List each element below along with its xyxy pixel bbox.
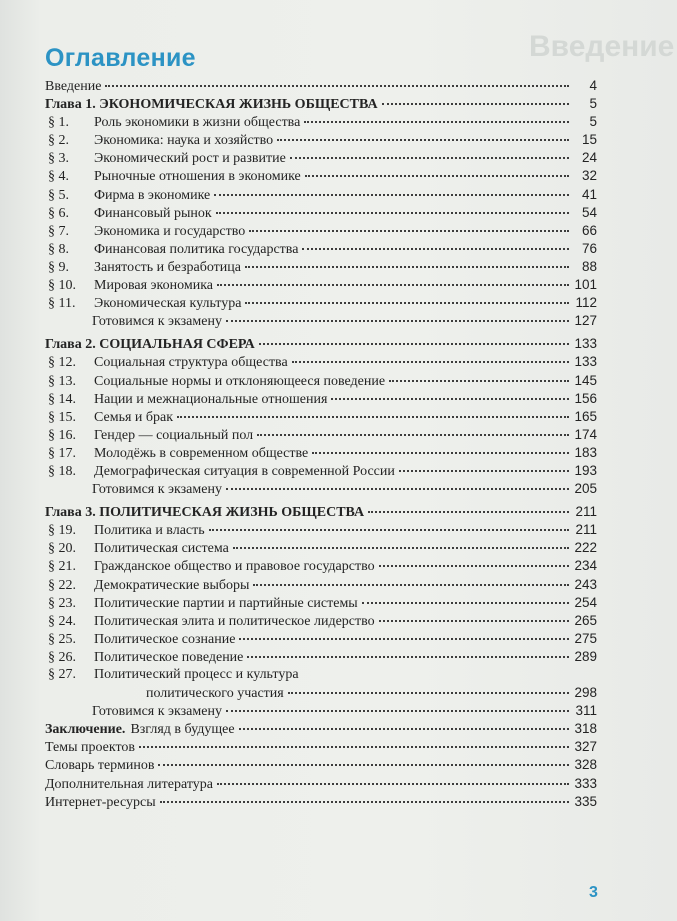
section-number: § 6. <box>48 205 69 221</box>
dot-leader <box>226 488 569 490</box>
section-number: § 2. <box>48 133 69 149</box>
entry-page-number: 275 <box>574 630 597 646</box>
entry-title: политического участия <box>146 686 284 702</box>
entry-page-number: 32 <box>581 168 597 184</box>
entry-page-number: 289 <box>574 648 597 664</box>
toc-entry[interactable] <box>45 444 597 462</box>
entry-page-number: 76 <box>581 240 597 256</box>
entry-title: Введение <box>45 79 102 94</box>
dot-leader <box>379 565 569 567</box>
dot-leader <box>304 121 569 123</box>
entry-page-number: 211 <box>575 522 597 538</box>
entry-page-number: 193 <box>574 462 597 478</box>
section-number: § 20. <box>48 541 76 557</box>
toc-entry[interactable] <box>45 775 597 793</box>
section-number: § 10. <box>48 278 76 294</box>
toc-entry[interactable] <box>45 204 597 222</box>
toc-entry[interactable] <box>45 258 597 276</box>
dot-leader <box>290 157 569 159</box>
toc-entry[interactable] <box>45 372 597 390</box>
section-number: § 17. <box>48 445 76 461</box>
entry-page-number: 5 <box>589 114 597 130</box>
entry-subtitle: Взгляд в будущее <box>130 722 235 738</box>
dot-leader <box>247 656 569 658</box>
dot-leader <box>305 175 569 177</box>
entry-title: Финансовая политика государства <box>94 241 299 257</box>
entry-title: Темы проектов <box>45 740 136 756</box>
table-of-contents <box>45 77 597 811</box>
dot-leader <box>389 380 569 382</box>
entry-title: Фирма в экономике <box>94 187 211 203</box>
section-number: § 16. <box>48 427 76 443</box>
dot-leader <box>233 547 569 549</box>
section-number: § 23. <box>48 595 76 611</box>
page-number: 3 <box>589 884 598 901</box>
entry-title: Молодёжь в современном обществе <box>94 445 309 461</box>
toc-chapter[interactable] <box>45 503 597 521</box>
entry-page-number: 145 <box>574 372 597 388</box>
entry-page-number: 165 <box>574 408 597 424</box>
entry-page-number: 234 <box>574 558 597 574</box>
dot-leader <box>245 266 569 268</box>
entry-page-number: 183 <box>574 444 597 460</box>
toc-entry[interactable] <box>45 240 597 258</box>
dot-leader <box>239 728 569 730</box>
entry-title: Дополнительная литература <box>45 776 213 792</box>
section-number: § 26. <box>48 649 76 665</box>
toc-entry[interactable] <box>45 720 597 738</box>
dot-leader <box>217 783 569 785</box>
entry-page-number: 205 <box>574 481 597 497</box>
entry-title: Нации и межнациональные отношения <box>94 391 328 407</box>
entry-page-number: 15 <box>581 132 597 148</box>
section-number: § 12. <box>48 355 76 371</box>
dot-leader <box>160 801 569 803</box>
section-number: § 9. <box>48 259 69 275</box>
dot-leader <box>302 248 569 250</box>
entry-page-number: 211 <box>575 504 597 520</box>
entry-page-number: 133 <box>574 336 597 352</box>
dot-leader <box>379 620 569 622</box>
entry-title: Роль экономики в жизни общества <box>94 115 301 131</box>
section-number: § 21. <box>48 559 76 575</box>
section-number: § 27. <box>48 667 76 682</box>
toc-entry[interactable] <box>45 702 597 720</box>
entry-page-number: 265 <box>574 612 597 628</box>
dot-leader <box>288 692 569 694</box>
entry-title: Глава 1. ЭКОНОМИЧЕСКАЯ ЖИЗНЬ ОБЩЕСТВА <box>45 97 378 113</box>
entry-title: Политическое сознание <box>94 631 236 647</box>
dot-leader <box>362 602 569 604</box>
entry-page-number: 133 <box>574 354 597 370</box>
entry-title: Семья и брак <box>94 409 174 425</box>
entry-page-number: 54 <box>581 204 597 220</box>
toc-chapter[interactable] <box>45 95 597 113</box>
entry-title: Интернет-ресурсы <box>45 794 156 810</box>
toc-entry[interactable] <box>45 594 597 612</box>
entry-title: Политический процесс и культура <box>94 667 299 682</box>
facing-page-title: Введение <box>529 30 675 63</box>
entry-page-number: 4 <box>589 78 597 93</box>
toc-entry[interactable] <box>45 294 597 312</box>
entry-title: Политические партии и партийные системы <box>94 595 358 611</box>
entry-title: Экономика и государство <box>94 223 246 239</box>
toc-entry[interactable] <box>45 462 597 480</box>
entry-title: Занятость и безработица <box>94 259 241 275</box>
section-number: § 25. <box>48 631 76 647</box>
toc-entry[interactable] <box>45 131 597 149</box>
entry-page-number: 328 <box>574 757 597 773</box>
entry-page-number: 127 <box>574 313 597 329</box>
dot-leader <box>217 284 569 286</box>
toc-entry[interactable] <box>45 557 597 575</box>
toc-entry[interactable] <box>45 793 597 811</box>
toc-entry[interactable] <box>45 756 597 774</box>
entry-title: Заключение. <box>45 722 126 738</box>
entry-page-number: 333 <box>574 775 597 791</box>
entry-title: Мировая экономика <box>94 278 213 294</box>
dot-leader <box>216 212 569 214</box>
entry-title: Глава 2. СОЦИАЛЬНАЯ СФЕРА <box>45 337 255 353</box>
entry-page-number: 318 <box>574 721 597 737</box>
entry-title: Экономический рост и развитие <box>94 151 286 167</box>
toc-entry[interactable] <box>45 612 597 630</box>
section-number: § 14. <box>48 391 76 407</box>
toc-entry[interactable] <box>45 353 597 371</box>
toc-entry[interactable] <box>45 408 597 426</box>
page-title: Оглавление <box>45 44 196 72</box>
toc-entry[interactable] <box>45 113 597 131</box>
toc-entry[interactable] <box>45 149 597 167</box>
section-number: § 8. <box>48 241 69 257</box>
toc-entry[interactable] <box>45 738 597 756</box>
toc-entry[interactable] <box>45 77 597 95</box>
entry-title: Гражданское общество и правовое государство <box>94 559 375 575</box>
dot-leader <box>399 470 569 472</box>
dot-leader <box>239 638 569 640</box>
dot-leader <box>259 343 569 345</box>
toc-chapter[interactable] <box>45 335 597 353</box>
section-number: § 1. <box>48 115 69 131</box>
dot-leader <box>312 452 569 454</box>
section-number: § 4. <box>48 169 69 185</box>
dot-leader <box>382 103 569 105</box>
dot-leader <box>226 320 569 322</box>
dot-leader <box>158 764 569 766</box>
section-number: § 24. <box>48 613 76 629</box>
entry-page-number: 174 <box>574 426 597 442</box>
entry-title: Политика и власть <box>94 523 205 539</box>
section-number: § 15. <box>48 409 76 425</box>
entry-page-number: 222 <box>574 540 597 556</box>
section-number: § 5. <box>48 187 69 203</box>
entry-page-number: 41 <box>581 186 597 202</box>
toc-entry[interactable] <box>45 521 597 539</box>
entry-title: Готовимся к экзамену <box>92 482 222 498</box>
section-number: § 7. <box>48 223 69 239</box>
toc-entry[interactable] <box>45 276 597 294</box>
toc-entry[interactable] <box>45 684 597 702</box>
section-number: § 11. <box>48 296 76 312</box>
entry-title: Глава 3. ПОЛИТИЧЕСКАЯ ЖИЗНЬ ОБЩЕСТВА <box>45 505 365 521</box>
entry-title: Готовимся к экзамену <box>92 314 222 330</box>
entry-page-number: 254 <box>574 594 597 610</box>
entry-page-number: 101 <box>574 277 597 293</box>
entry-page-number: 335 <box>574 793 597 809</box>
dot-leader <box>257 434 569 436</box>
entry-title: Готовимся к экзамену <box>92 704 222 720</box>
entry-page-number: 66 <box>581 222 597 238</box>
section-number: § 18. <box>48 463 76 479</box>
dot-leader <box>331 398 569 400</box>
dot-leader <box>368 511 569 513</box>
dot-leader <box>209 529 569 531</box>
toc-entry[interactable] <box>45 630 597 648</box>
entry-title: Экономическая культура <box>94 296 242 312</box>
toc-entry[interactable] <box>45 167 597 185</box>
entry-title: Гендер — социальный пол <box>94 427 254 443</box>
toc-entry[interactable] <box>45 539 597 557</box>
toc-entry[interactable] <box>45 186 597 204</box>
dot-leader <box>292 361 569 363</box>
dot-leader <box>245 302 569 304</box>
dot-leader <box>139 746 569 748</box>
entry-page-number: 24 <box>581 150 597 166</box>
entry-page-number: 243 <box>574 576 597 592</box>
toc-entry[interactable] <box>45 648 597 666</box>
entry-page-number: 311 <box>575 703 597 719</box>
section-number: § 3. <box>48 151 69 167</box>
entry-title: Демократические выборы <box>94 577 250 593</box>
entry-title: Социальная структура общества <box>94 355 288 371</box>
entry-title: Словарь терминов <box>45 758 155 774</box>
entry-title: Рыночные отношения в экономике <box>94 169 301 185</box>
entry-page-number: 88 <box>581 258 597 274</box>
dot-leader <box>249 230 569 232</box>
toc-entry[interactable] <box>45 222 597 240</box>
entry-title: Финансовый рынок <box>94 205 212 221</box>
toc-entry[interactable] <box>45 666 597 684</box>
section-number: § 19. <box>48 523 76 539</box>
entry-page-number: 327 <box>574 739 597 755</box>
entry-title: Политическая система <box>94 541 229 557</box>
toc-entry[interactable] <box>45 312 597 330</box>
entry-title: Социальные нормы и отклоняющееся поведение <box>94 373 386 389</box>
toc-entry[interactable] <box>45 390 597 408</box>
dot-leader <box>226 710 569 712</box>
entry-title: Демографическая ситуация в современной России <box>94 463 395 479</box>
section-number: § 13. <box>48 373 76 389</box>
toc-entry[interactable] <box>45 576 597 594</box>
dot-leader <box>177 416 569 418</box>
entry-page-number: 112 <box>575 295 597 311</box>
dot-leader <box>214 194 569 196</box>
toc-entry[interactable] <box>45 480 597 498</box>
entry-title: Политическая элита и политическое лидерство <box>94 613 375 629</box>
dot-leader <box>105 85 569 87</box>
entry-title: Политическое поведение <box>94 649 244 665</box>
entry-page-number: 156 <box>574 390 597 406</box>
entry-page-number: 298 <box>574 685 597 701</box>
entry-page-number: 5 <box>589 96 597 112</box>
section-number: § 22. <box>48 577 76 593</box>
toc-entry[interactable] <box>45 426 597 444</box>
dot-leader <box>253 584 569 586</box>
dot-leader <box>277 139 569 141</box>
entry-title: Экономика: наука и хозяйство <box>94 133 274 149</box>
